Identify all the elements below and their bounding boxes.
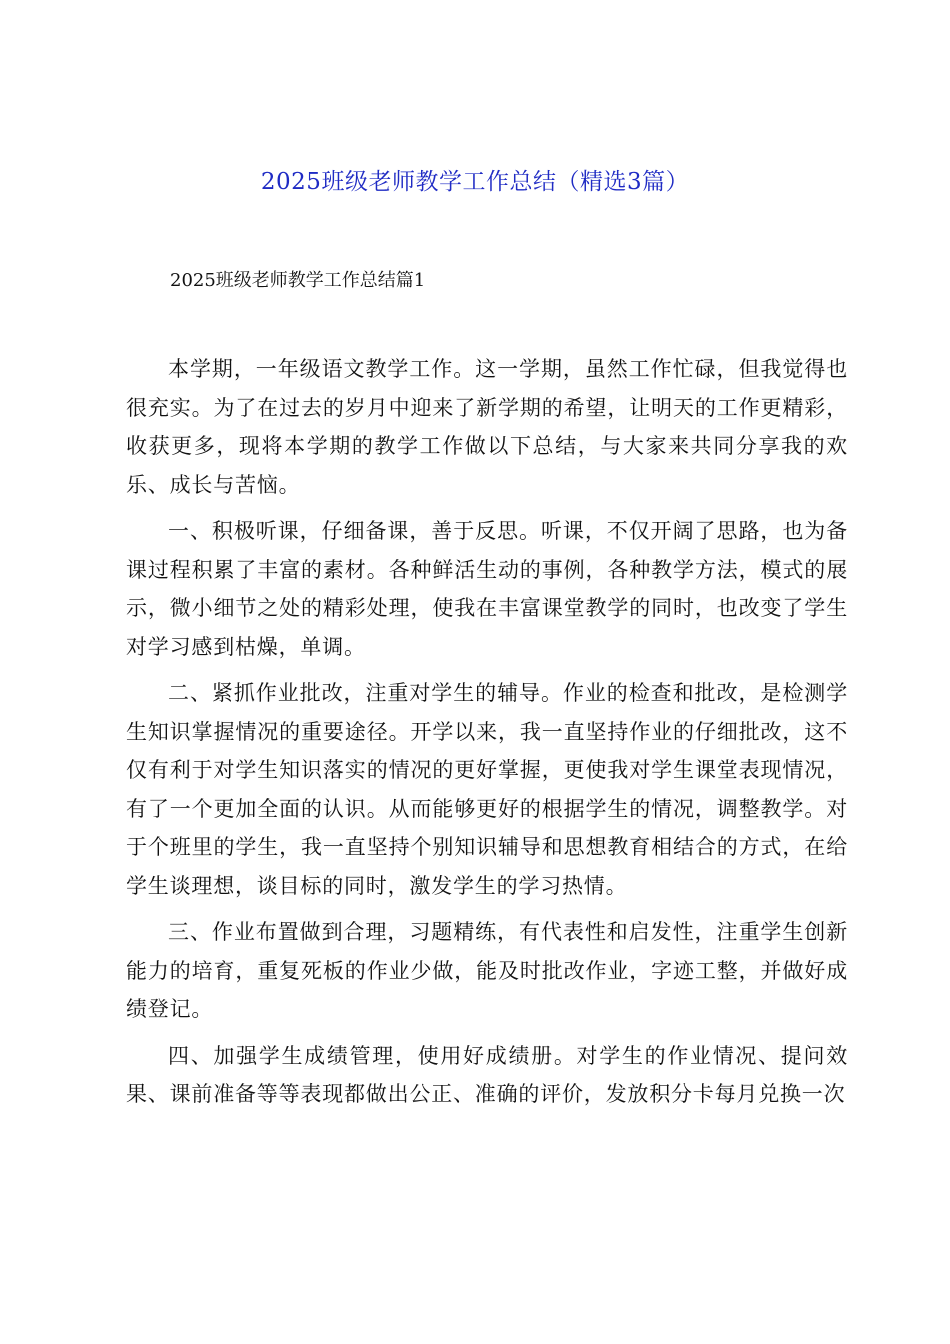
paragraph-point-2: 二、紧抓作业批改，注重对学生的辅导。作业的检查和批改，是检测学生知识掌握情况的重要途径。开学以来，我一直坚持作业的仔细批改，这不仅有利于对学生知识落实的情况的更好掌握，更使我对学生课堂表现情况，有了一个更加全面的认识。从而能够更好的根据学生的情况，调整教学。对于个班里的学生，我一直坚持个别知识辅导和思想教育相结合的方式，在给学生谈理想，谈目标的同时，激发学生的学习热情。 <box>126 681 848 898</box>
paragraph-point-4: 四、加强学生成绩管理，使用好成绩册。对学生的作业情况、提问效果、课前准备等等表现都做出公正、准确的评价，发放积分卡每月兑换一次 <box>126 1043 848 1106</box>
section-heading: 2025班级老师教学工作总结篇1 <box>170 270 426 291</box>
document-body <box>126 350 848 1122</box>
paragraph-point-3: 三、作业布置做到合理，习题精练，有代表性和启发性，注重学生创新能力的培育，重复死板的作业少做，能及时批改作业，字迹工整，并做好成绩登记。 <box>126 920 848 1021</box>
paragraph-intro: 本学期，一年级语文教学工作。这一学期，虽然工作忙碌，但我觉得也很充实。为了在过去的岁月中迎来了新学期的希望，让明天的工作更精彩，收获更多，现将本学期的教学工作做以下总结，与大家来共同分享我的欢乐、成长与苦恼。 <box>126 357 848 497</box>
paragraph-point-1: 一、积极听课，仔细备课，善于反思。听课，不仅开阔了思路，也为备课过程积累了丰富的素材。各种鲜活生动的事例，各种教学方法，模式的展示，微小细节之处的精彩处理，使我在丰富课堂教学的同时，也改变了学生对学习感到枯燥，单调。 <box>126 519 848 659</box>
document-title: 2025班级老师教学工作总结（精选3篇） <box>260 169 690 195</box>
